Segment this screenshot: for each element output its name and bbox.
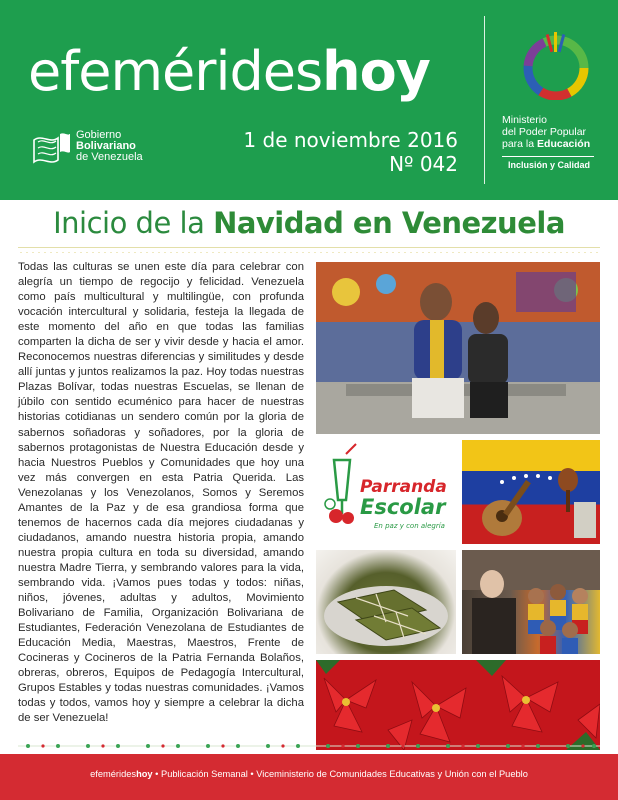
title-dotted-border xyxy=(18,251,600,254)
ministerio-subtitle: Inclusión y Calidad xyxy=(508,160,591,170)
parranda-line2: Escolar xyxy=(360,495,446,519)
gobierno-flag-icon xyxy=(32,130,72,164)
masthead xyxy=(0,0,618,200)
parranda-escolar-logo xyxy=(316,440,456,544)
publication-title: efemérideshoy xyxy=(28,40,430,103)
photo-poinsettias xyxy=(316,660,600,750)
article-body: Todas las culturas se unen este día para celebrar con alegría un tiempo de regocijo y felicidad. Venezuela como país multicultural y multilingüe, con profunda vocación intercultural y solidaria, festeja la llegada de este momento del año en que todas las familias comparten la dicha de ser y vivir desde y hacia el amor. Reconocemos nuestras diferencias y similitudes y desde allí juntas y juntos realizamos la paz. Hoy todas nuestras Plazas Bolívar, todas nuestras Escuelas, se llenan de júbilo con sentido ecuménico para hacer de nuestras historias cotidianas un sendero común por la gloria de sabernos soñadoras y soñadores, por la gloria de sabernos protagonistas de Nuestra Educación desde y hacia Nuestros Pueblos y Comunidades que hoy una vez más convergen en esta Patria Querida. Las Venezolanas y los Venezolanos, Somos y Seremos Amantes de la Paz y de esa grandiosa forma que tenemos de hacernos cada día mejores ciudadanas y ciudadanos, amando nuestra historia propia, amando nuestra propia cultura en toda su diversidad, amando nuestra Madre Tierra, y sembrando valores para la vida, sembrando vida. ¡Vamos pues todas y todos: niñas, niños, jóvenes, adultas y adultos, Movimiento Bolivariano de Familia, Organización Bolivariana de Estudiantes, Federación Venezolana de Estudiantes de Educación Media, Maestras, Maestros, Frente de Cocineras y Cocineros de la Patria Fernanda Bolaños, obreras, obreros, Equipos de Pedagogía Intercultural, Grupos Estables y todas nuestras comunidades. ¡Vamos todas y todos, vamos hoy y siempre a celebrar la dicha de ser Venezuela! xyxy=(18,261,304,725)
footer-text: efemérideshoy • Publicación Semanal • Viceministerio de Comunidades Educativas y Unión con el Pueblo xyxy=(90,769,528,779)
photo-instruments-flag xyxy=(462,440,600,544)
decorative-border xyxy=(18,740,600,752)
gobierno-text: Gobierno Bolivariano de Venezuela xyxy=(76,129,143,163)
ministerio-text: Ministerio del Poder Popular para la Educación xyxy=(502,114,591,150)
footer-bar xyxy=(0,754,618,800)
photo-children-choir xyxy=(462,550,600,654)
title-divider xyxy=(18,247,600,248)
photo-hallacas xyxy=(316,550,456,654)
photo-president-couple xyxy=(316,262,600,434)
ministerio-rule xyxy=(502,156,594,157)
gobierno-logo xyxy=(32,126,162,168)
issue-number: Nº 042 xyxy=(389,152,458,176)
parranda-line1: Parranda xyxy=(360,477,447,497)
issue-date: 1 de noviembre 2016 xyxy=(243,128,458,152)
parranda-tagline: En paz y con alegría xyxy=(374,522,445,530)
article-title: Inicio de la Navidad en Venezuela xyxy=(53,206,565,240)
ministerio-logo-icon xyxy=(520,28,592,100)
header-divider xyxy=(484,16,485,184)
